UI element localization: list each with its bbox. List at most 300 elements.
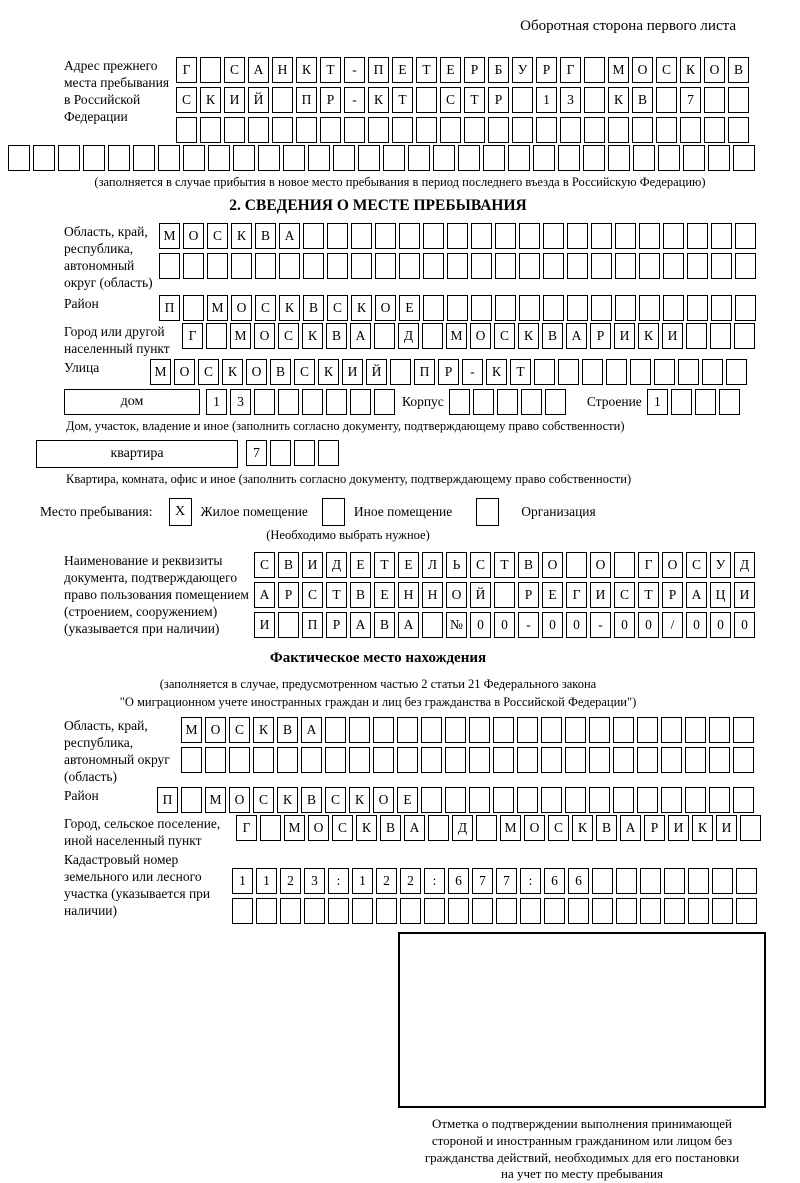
char-cell[interactable]: Е [350, 552, 371, 578]
char-cell[interactable] [512, 87, 533, 113]
char-cell[interactable]: Р [590, 323, 611, 349]
char-cell[interactable] [733, 747, 754, 773]
char-cell[interactable] [639, 253, 660, 279]
char-cell[interactable] [183, 295, 204, 321]
char-cell[interactable] [671, 389, 692, 415]
char-cell[interactable]: К [349, 787, 370, 813]
char-cell[interactable]: Й [248, 87, 269, 113]
char-cell[interactable] [664, 868, 685, 894]
char-cell[interactable] [656, 87, 677, 113]
char-cell[interactable]: С [686, 552, 707, 578]
char-cell[interactable] [279, 253, 300, 279]
char-cell[interactable] [205, 747, 226, 773]
char-cell[interactable] [735, 223, 756, 249]
char-cell[interactable] [567, 253, 588, 279]
char-cell[interactable]: 1 [232, 868, 253, 894]
char-cell[interactable]: С [253, 787, 274, 813]
char-cell[interactable] [83, 145, 105, 171]
char-cell[interactable] [733, 717, 754, 743]
char-cell[interactable]: И [590, 582, 611, 608]
char-cell[interactable] [301, 747, 322, 773]
char-cell[interactable]: О [373, 787, 394, 813]
char-cell[interactable] [512, 117, 533, 143]
char-cell[interactable] [448, 898, 469, 924]
char-cell[interactable]: В [301, 787, 322, 813]
char-cell[interactable] [613, 787, 634, 813]
char-cell[interactable]: М [500, 815, 521, 841]
char-cell[interactable] [558, 145, 580, 171]
char-cell[interactable] [416, 117, 437, 143]
char-cell[interactable] [280, 898, 301, 924]
char-cell[interactable]: Т [464, 87, 485, 113]
char-cell[interactable] [283, 145, 305, 171]
char-cell[interactable]: А [254, 582, 275, 608]
char-cell[interactable] [352, 898, 373, 924]
char-cell[interactable]: С [325, 787, 346, 813]
char-cell[interactable] [440, 117, 461, 143]
char-cell[interactable] [735, 295, 756, 321]
char-cell[interactable]: С [224, 57, 245, 83]
char-cell[interactable]: Т [374, 552, 395, 578]
char-cell[interactable]: Г [566, 582, 587, 608]
char-cell[interactable] [686, 323, 707, 349]
char-cell[interactable]: К [279, 295, 300, 321]
char-cell[interactable]: Е [374, 582, 395, 608]
char-cell[interactable] [614, 552, 635, 578]
char-cell[interactable] [248, 117, 269, 143]
char-cell[interactable] [349, 717, 370, 743]
char-cell[interactable]: Т [416, 57, 437, 83]
char-cell[interactable]: О [542, 552, 563, 578]
char-cell[interactable] [433, 145, 455, 171]
char-cell[interactable] [567, 223, 588, 249]
char-cell[interactable]: В [255, 223, 276, 249]
char-cell[interactable] [390, 359, 411, 385]
char-cell[interactable] [326, 389, 347, 415]
char-cell[interactable]: С [278, 323, 299, 349]
char-cell[interactable] [254, 389, 275, 415]
char-cell[interactable]: С [207, 223, 228, 249]
char-cell[interactable]: И [716, 815, 737, 841]
char-cell[interactable] [736, 898, 757, 924]
char-cell[interactable] [469, 747, 490, 773]
char-cell[interactable] [258, 145, 280, 171]
char-cell[interactable]: О [375, 295, 396, 321]
char-cell[interactable] [494, 582, 515, 608]
char-cell[interactable] [654, 359, 675, 385]
char-cell[interactable] [325, 747, 346, 773]
char-cell[interactable]: Е [392, 57, 413, 83]
char-cell[interactable] [349, 747, 370, 773]
char-cell[interactable] [233, 145, 255, 171]
char-cell[interactable]: О [446, 582, 467, 608]
char-cell[interactable] [358, 145, 380, 171]
char-cell[interactable] [508, 145, 530, 171]
char-cell[interactable] [277, 747, 298, 773]
char-cell[interactable] [181, 787, 202, 813]
char-cell[interactable] [476, 815, 497, 841]
char-cell[interactable] [408, 145, 430, 171]
char-cell[interactable]: М [159, 223, 180, 249]
char-cell[interactable] [302, 389, 323, 415]
char-cell[interactable]: А [398, 612, 419, 638]
char-cell[interactable]: П [296, 87, 317, 113]
char-cell[interactable] [589, 717, 610, 743]
char-cell[interactable] [632, 117, 653, 143]
char-cell[interactable]: Й [366, 359, 387, 385]
char-cell[interactable] [449, 389, 470, 415]
char-cell[interactable] [565, 717, 586, 743]
char-cell[interactable]: В [350, 582, 371, 608]
char-cell[interactable] [519, 223, 540, 249]
char-cell[interactable]: А [248, 57, 269, 83]
residence-checkbox-organization[interactable] [476, 498, 499, 526]
char-cell[interactable]: М [446, 323, 467, 349]
char-cell[interactable]: К [692, 815, 713, 841]
char-cell[interactable]: М [608, 57, 629, 83]
char-cell[interactable]: К [302, 323, 323, 349]
char-cell[interactable]: С [176, 87, 197, 113]
char-cell[interactable] [661, 717, 682, 743]
char-cell[interactable]: И [614, 323, 635, 349]
char-cell[interactable]: К [486, 359, 507, 385]
char-cell[interactable] [423, 253, 444, 279]
char-cell[interactable]: В [278, 552, 299, 578]
char-cell[interactable]: А [566, 323, 587, 349]
char-cell[interactable] [422, 612, 443, 638]
char-cell[interactable]: 2 [280, 868, 301, 894]
char-cell[interactable] [711, 253, 732, 279]
char-cell[interactable] [333, 145, 355, 171]
char-cell[interactable]: В [632, 87, 653, 113]
char-cell[interactable] [374, 323, 395, 349]
char-cell[interactable] [471, 295, 492, 321]
char-cell[interactable]: У [512, 57, 533, 83]
char-cell[interactable]: Р [320, 87, 341, 113]
char-cell[interactable] [613, 717, 634, 743]
char-cell[interactable]: И [662, 323, 683, 349]
char-cell[interactable]: Г [560, 57, 581, 83]
char-cell[interactable]: К [231, 223, 252, 249]
char-cell[interactable] [734, 323, 755, 349]
char-cell[interactable] [640, 898, 661, 924]
char-cell[interactable]: С [327, 295, 348, 321]
char-cell[interactable] [664, 898, 685, 924]
char-cell[interactable] [639, 295, 660, 321]
char-cell[interactable]: К [351, 295, 372, 321]
char-cell[interactable] [663, 295, 684, 321]
char-cell[interactable] [616, 898, 637, 924]
char-cell[interactable] [232, 898, 253, 924]
char-cell[interactable] [255, 253, 276, 279]
char-cell[interactable] [733, 145, 755, 171]
char-cell[interactable] [296, 117, 317, 143]
char-cell[interactable] [543, 223, 564, 249]
char-cell[interactable]: Г [176, 57, 197, 83]
char-cell[interactable]: Г [236, 815, 257, 841]
char-cell[interactable] [421, 717, 442, 743]
char-cell[interactable] [399, 223, 420, 249]
char-cell[interactable] [685, 717, 706, 743]
char-cell[interactable]: К [638, 323, 659, 349]
char-cell[interactable] [424, 898, 445, 924]
char-cell[interactable] [589, 787, 610, 813]
char-cell[interactable] [688, 868, 709, 894]
char-cell[interactable] [687, 253, 708, 279]
char-cell[interactable] [616, 868, 637, 894]
char-cell[interactable]: 0 [542, 612, 563, 638]
char-cell[interactable] [351, 223, 372, 249]
char-cell[interactable]: 0 [638, 612, 659, 638]
char-cell[interactable] [541, 787, 562, 813]
char-cell[interactable] [318, 440, 339, 466]
char-cell[interactable]: С [614, 582, 635, 608]
char-cell[interactable]: № [446, 612, 467, 638]
char-cell[interactable] [497, 389, 518, 415]
char-cell[interactable] [304, 898, 325, 924]
char-cell[interactable]: 1 [647, 389, 668, 415]
char-cell[interactable]: О [205, 717, 226, 743]
char-cell[interactable] [637, 747, 658, 773]
char-cell[interactable]: В [374, 612, 395, 638]
char-cell[interactable] [493, 717, 514, 743]
char-cell[interactable]: И [224, 87, 245, 113]
char-cell[interactable] [447, 295, 468, 321]
char-cell[interactable]: 3 [230, 389, 251, 415]
char-cell[interactable]: 0 [566, 612, 587, 638]
char-cell[interactable]: 7 [246, 440, 267, 466]
char-cell[interactable] [421, 747, 442, 773]
char-cell[interactable] [493, 747, 514, 773]
char-cell[interactable] [615, 223, 636, 249]
char-cell[interactable]: - [462, 359, 483, 385]
char-cell[interactable] [709, 717, 730, 743]
char-cell[interactable] [447, 223, 468, 249]
char-cell[interactable]: В [303, 295, 324, 321]
char-cell[interactable]: Р [488, 87, 509, 113]
char-cell[interactable] [303, 223, 324, 249]
char-cell[interactable] [658, 145, 680, 171]
char-cell[interactable]: С [332, 815, 353, 841]
char-cell[interactable] [183, 145, 205, 171]
char-cell[interactable]: Д [326, 552, 347, 578]
char-cell[interactable]: К [277, 787, 298, 813]
char-cell[interactable] [421, 787, 442, 813]
char-cell[interactable] [200, 117, 221, 143]
char-cell[interactable] [158, 145, 180, 171]
char-cell[interactable] [719, 389, 740, 415]
char-cell[interactable] [159, 253, 180, 279]
char-cell[interactable]: С [198, 359, 219, 385]
char-cell[interactable] [521, 389, 542, 415]
char-cell[interactable]: 7 [472, 868, 493, 894]
char-cell[interactable]: Т [510, 359, 531, 385]
char-cell[interactable] [344, 117, 365, 143]
char-cell[interactable] [685, 747, 706, 773]
char-cell[interactable]: 3 [304, 868, 325, 894]
char-cell[interactable]: Е [399, 295, 420, 321]
char-cell[interactable] [709, 747, 730, 773]
char-cell[interactable] [495, 223, 516, 249]
char-cell[interactable]: М [205, 787, 226, 813]
char-cell[interactable]: Д [734, 552, 755, 578]
char-cell[interactable]: Р [326, 612, 347, 638]
char-cell[interactable] [661, 787, 682, 813]
char-cell[interactable]: Р [644, 815, 665, 841]
char-cell[interactable]: Т [638, 582, 659, 608]
char-cell[interactable] [726, 359, 747, 385]
char-cell[interactable] [272, 87, 293, 113]
char-cell[interactable] [687, 223, 708, 249]
char-cell[interactable]: С [440, 87, 461, 113]
char-cell[interactable]: М [181, 717, 202, 743]
char-cell[interactable]: Т [326, 582, 347, 608]
char-cell[interactable]: В [277, 717, 298, 743]
char-cell[interactable] [558, 359, 579, 385]
char-cell[interactable]: П [302, 612, 323, 638]
char-cell[interactable] [383, 145, 405, 171]
char-cell[interactable] [108, 145, 130, 171]
char-cell[interactable]: О [231, 295, 252, 321]
char-cell[interactable]: 1 [352, 868, 373, 894]
char-cell[interactable] [685, 787, 706, 813]
char-cell[interactable] [473, 389, 494, 415]
char-cell[interactable] [591, 223, 612, 249]
char-cell[interactable]: О [470, 323, 491, 349]
char-cell[interactable] [615, 295, 636, 321]
char-cell[interactable] [688, 898, 709, 924]
char-cell[interactable] [534, 359, 555, 385]
char-cell[interactable]: О [229, 787, 250, 813]
char-cell[interactable]: О [590, 552, 611, 578]
char-cell[interactable] [568, 898, 589, 924]
char-cell[interactable]: К [356, 815, 377, 841]
char-cell[interactable]: 2 [400, 868, 421, 894]
char-cell[interactable]: Ь [446, 552, 467, 578]
char-cell[interactable] [544, 898, 565, 924]
char-cell[interactable]: И [302, 552, 323, 578]
char-cell[interactable]: Г [182, 323, 203, 349]
char-cell[interactable] [373, 747, 394, 773]
char-cell[interactable] [633, 145, 655, 171]
char-cell[interactable]: Р [662, 582, 683, 608]
char-cell[interactable] [687, 295, 708, 321]
char-cell[interactable] [545, 389, 566, 415]
char-cell[interactable]: К [318, 359, 339, 385]
char-cell[interactable] [640, 868, 661, 894]
char-cell[interactable]: А [301, 717, 322, 743]
char-cell[interactable]: И [254, 612, 275, 638]
char-cell[interactable] [728, 117, 749, 143]
char-cell[interactable] [589, 747, 610, 773]
char-cell[interactable]: С [254, 552, 275, 578]
char-cell[interactable] [445, 747, 466, 773]
char-cell[interactable] [517, 747, 538, 773]
char-cell[interactable]: В [380, 815, 401, 841]
char-cell[interactable]: П [414, 359, 435, 385]
char-cell[interactable]: : [328, 868, 349, 894]
char-cell[interactable] [469, 717, 490, 743]
char-cell[interactable]: Т [392, 87, 413, 113]
char-cell[interactable] [327, 223, 348, 249]
char-cell[interactable] [447, 253, 468, 279]
char-cell[interactable]: О [662, 552, 683, 578]
char-cell[interactable] [350, 389, 371, 415]
char-cell[interactable]: И [734, 582, 755, 608]
char-cell[interactable] [488, 117, 509, 143]
char-cell[interactable] [519, 295, 540, 321]
char-cell[interactable]: О [308, 815, 329, 841]
char-cell[interactable] [565, 787, 586, 813]
char-cell[interactable] [543, 253, 564, 279]
char-cell[interactable] [320, 117, 341, 143]
char-cell[interactable] [709, 787, 730, 813]
char-cell[interactable]: Т [494, 552, 515, 578]
char-cell[interactable] [375, 223, 396, 249]
char-cell[interactable]: С [229, 717, 250, 743]
char-cell[interactable] [327, 253, 348, 279]
char-cell[interactable] [592, 898, 613, 924]
char-cell[interactable]: Б [488, 57, 509, 83]
char-cell[interactable]: К [572, 815, 593, 841]
char-cell[interactable]: С [294, 359, 315, 385]
char-cell[interactable] [458, 145, 480, 171]
char-cell[interactable] [736, 868, 757, 894]
char-cell[interactable] [422, 323, 443, 349]
char-cell[interactable] [591, 295, 612, 321]
char-cell[interactable] [733, 787, 754, 813]
char-cell[interactable] [704, 117, 725, 143]
char-cell[interactable]: М [207, 295, 228, 321]
char-cell[interactable] [206, 323, 227, 349]
char-cell[interactable] [519, 253, 540, 279]
char-cell[interactable] [520, 898, 541, 924]
char-cell[interactable]: А [350, 323, 371, 349]
char-cell[interactable]: С [494, 323, 515, 349]
char-cell[interactable] [471, 223, 492, 249]
char-cell[interactable]: М [230, 323, 251, 349]
char-cell[interactable]: 1 [256, 868, 277, 894]
char-cell[interactable] [483, 145, 505, 171]
char-cell[interactable]: К [680, 57, 701, 83]
char-cell[interactable]: И [668, 815, 689, 841]
char-cell[interactable]: К [253, 717, 274, 743]
char-cell[interactable] [591, 253, 612, 279]
char-cell[interactable] [656, 117, 677, 143]
char-cell[interactable] [472, 898, 493, 924]
char-cell[interactable] [533, 145, 555, 171]
char-cell[interactable] [33, 145, 55, 171]
char-cell[interactable] [560, 117, 581, 143]
char-cell[interactable] [740, 815, 761, 841]
char-cell[interactable]: О [254, 323, 275, 349]
char-cell[interactable]: Р [438, 359, 459, 385]
char-cell[interactable] [582, 359, 603, 385]
char-cell[interactable]: Г [638, 552, 659, 578]
char-cell[interactable] [351, 253, 372, 279]
char-cell[interactable] [680, 117, 701, 143]
char-cell[interactable]: А [350, 612, 371, 638]
char-cell[interactable]: В [542, 323, 563, 349]
char-cell[interactable]: - [344, 87, 365, 113]
char-cell[interactable]: / [662, 612, 683, 638]
char-cell[interactable] [517, 787, 538, 813]
char-cell[interactable] [495, 295, 516, 321]
char-cell[interactable] [253, 747, 274, 773]
char-cell[interactable]: Е [398, 552, 419, 578]
char-cell[interactable]: В [518, 552, 539, 578]
char-cell[interactable] [133, 145, 155, 171]
